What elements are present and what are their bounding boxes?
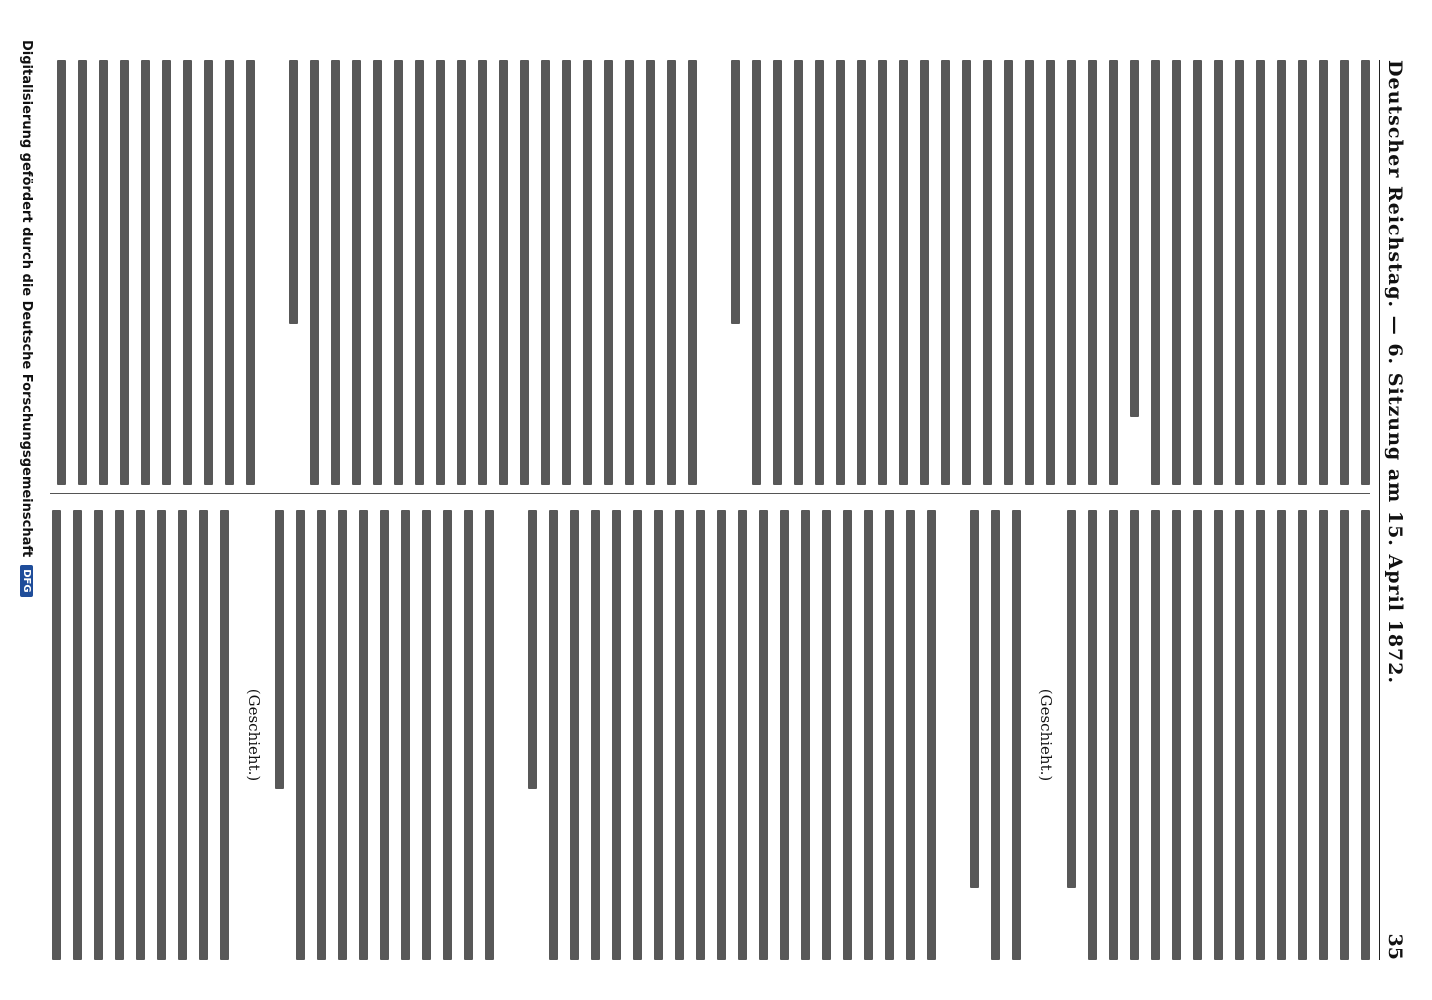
digitization-credit xyxy=(19,40,34,960)
right-column xyxy=(50,510,1370,960)
page-number: 35 xyxy=(1384,933,1406,960)
running-title: Deutscher Reichstag. — 6. Sitzung am 15. April 1872. xyxy=(1384,60,1406,685)
dfg-logo: DFG xyxy=(20,565,33,596)
running-head xyxy=(1379,60,1410,960)
credit-text: Digitalisierung gefördert durch die Deutsche Forschungsgemeinschaft xyxy=(19,40,34,558)
stage-direction: (Geschieht.) xyxy=(1037,688,1055,782)
stage-direction: (Geschieht.) xyxy=(245,688,263,782)
column-divider xyxy=(50,493,1370,494)
left-column xyxy=(50,60,1370,485)
